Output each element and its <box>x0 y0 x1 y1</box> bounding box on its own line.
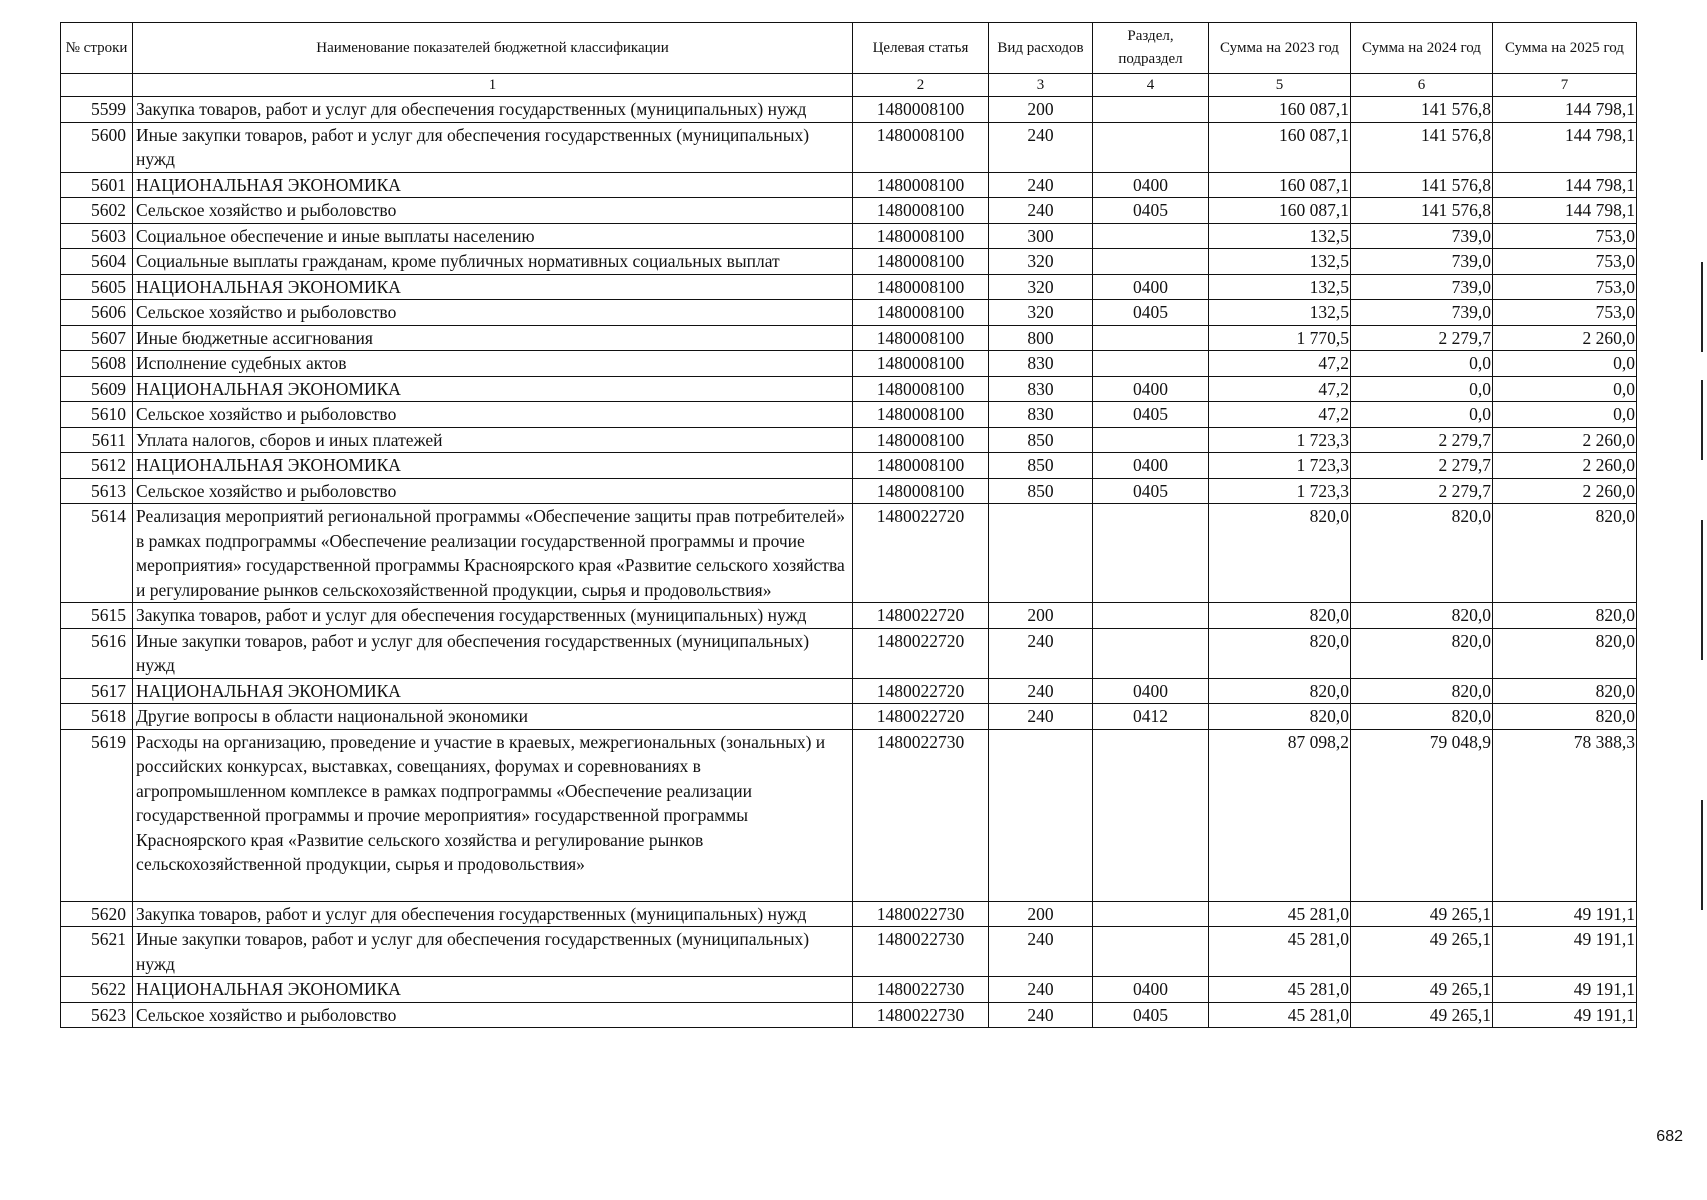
indicator-name: Реализация мероприятий региональной программы «Обеспечение защиты прав потребителей» в рамках подпрограммы «Обеспечение реализации государственной программы и прочие мероприятия» государственной программы Красноярского края «Развитие сельского хозяйства и регулирование рынков сельскохозяйственной продукции, сырья и продовольствия» <box>133 504 853 603</box>
expense-kind: 830 <box>989 376 1093 402</box>
expense-kind: 200 <box>989 901 1093 927</box>
table-row <box>61 977 1637 1003</box>
sum-2025: 0,0 <box>1493 376 1637 402</box>
section-code <box>1093 628 1209 678</box>
table-row <box>61 478 1637 504</box>
sum-2023: 1 770,5 <box>1209 325 1351 351</box>
sum-2023: 1 723,3 <box>1209 427 1351 453</box>
expense-kind: 800 <box>989 325 1093 351</box>
sum-2024: 141 576,8 <box>1351 122 1493 172</box>
sum-2023: 820,0 <box>1209 704 1351 730</box>
target-article: 1480008100 <box>853 402 989 428</box>
row-number: 5619 <box>61 729 133 901</box>
row-number: 5620 <box>61 901 133 927</box>
header-section: Раздел, подраздел <box>1093 23 1209 74</box>
table-row <box>61 704 1637 730</box>
section-code: 0405 <box>1093 198 1209 224</box>
expense-kind: 200 <box>989 97 1093 123</box>
table-row <box>61 274 1637 300</box>
expense-kind: 320 <box>989 300 1093 326</box>
section-code: 0400 <box>1093 376 1209 402</box>
sum-2025: 78 388,3 <box>1493 729 1637 901</box>
row-number: 5600 <box>61 122 133 172</box>
indicator-name: НАЦИОНАЛЬНАЯ ЭКОНОМИКА <box>133 453 853 479</box>
target-article: 1480008100 <box>853 300 989 326</box>
indicator-name: Закупка товаров, работ и услуг для обеспечения государственных (муниципальных) нужд <box>133 97 853 123</box>
target-article: 1480022720 <box>853 704 989 730</box>
column-number: 2 <box>853 74 989 97</box>
target-article: 1480022730 <box>853 729 989 901</box>
column-number: 3 <box>989 74 1093 97</box>
sum-2025: 0,0 <box>1493 351 1637 377</box>
table-row <box>61 678 1637 704</box>
expense-kind: 850 <box>989 453 1093 479</box>
section-code <box>1093 351 1209 377</box>
sum-2024: 0,0 <box>1351 402 1493 428</box>
sum-2024: 79 048,9 <box>1351 729 1493 901</box>
header-row-number: № строки <box>61 23 133 74</box>
indicator-name: НАЦИОНАЛЬНАЯ ЭКОНОМИКА <box>133 376 853 402</box>
sum-2024: 141 576,8 <box>1351 198 1493 224</box>
table-row <box>61 198 1637 224</box>
sum-2024: 820,0 <box>1351 603 1493 629</box>
expense-kind: 830 <box>989 402 1093 428</box>
target-article: 1480022720 <box>853 603 989 629</box>
budget-table <box>60 22 1637 1028</box>
sum-2025: 49 191,1 <box>1493 1002 1637 1028</box>
sum-2025: 2 260,0 <box>1493 453 1637 479</box>
section-code: 0400 <box>1093 977 1209 1003</box>
sum-2024: 2 279,7 <box>1351 427 1493 453</box>
sum-2024: 49 265,1 <box>1351 901 1493 927</box>
table-row <box>61 351 1637 377</box>
sum-2024: 739,0 <box>1351 249 1493 275</box>
table-row <box>61 427 1637 453</box>
sum-2024: 820,0 <box>1351 628 1493 678</box>
target-article: 1480022730 <box>853 1002 989 1028</box>
row-number: 5617 <box>61 678 133 704</box>
scan-edge-mark <box>1701 800 1703 910</box>
indicator-name: Уплата налогов, сборов и иных платежей <box>133 427 853 453</box>
target-article: 1480008100 <box>853 223 989 249</box>
sum-2023: 47,2 <box>1209 351 1351 377</box>
column-number: 5 <box>1209 74 1351 97</box>
row-number: 5606 <box>61 300 133 326</box>
row-number: 5610 <box>61 402 133 428</box>
row-number: 5599 <box>61 97 133 123</box>
section-code: 0412 <box>1093 704 1209 730</box>
expense-kind: 850 <box>989 427 1093 453</box>
table-row <box>61 453 1637 479</box>
row-number: 5608 <box>61 351 133 377</box>
sum-2024: 0,0 <box>1351 376 1493 402</box>
indicator-name: НАЦИОНАЛЬНАЯ ЭКОНОМИКА <box>133 172 853 198</box>
row-number: 5605 <box>61 274 133 300</box>
sum-2023: 132,5 <box>1209 249 1351 275</box>
indicator-name: Закупка товаров, работ и услуг для обеспечения государственных (муниципальных) нужд <box>133 901 853 927</box>
target-article: 1480022720 <box>853 628 989 678</box>
expense-kind: 240 <box>989 122 1093 172</box>
sum-2024: 739,0 <box>1351 223 1493 249</box>
sum-2024: 2 279,7 <box>1351 325 1493 351</box>
budget-table-page <box>60 22 1637 1028</box>
sum-2025: 820,0 <box>1493 678 1637 704</box>
indicator-name: Иные закупки товаров, работ и услуг для обеспечения государственных (муниципальных) нужд <box>133 122 853 172</box>
target-article: 1480022730 <box>853 901 989 927</box>
target-article: 1480022730 <box>853 927 989 977</box>
sum-2024: 820,0 <box>1351 704 1493 730</box>
indicator-name: Сельское хозяйство и рыболовство <box>133 478 853 504</box>
sum-2023: 820,0 <box>1209 628 1351 678</box>
sum-2023: 1 723,3 <box>1209 478 1351 504</box>
sum-2023: 45 281,0 <box>1209 927 1351 977</box>
sum-2023: 132,5 <box>1209 300 1351 326</box>
expense-kind: 240 <box>989 704 1093 730</box>
sum-2025: 2 260,0 <box>1493 427 1637 453</box>
sum-2023: 820,0 <box>1209 678 1351 704</box>
row-number: 5623 <box>61 1002 133 1028</box>
section-code <box>1093 927 1209 977</box>
column-number: 6 <box>1351 74 1493 97</box>
sum-2023: 87 098,2 <box>1209 729 1351 901</box>
header-target: Целевая статья <box>853 23 989 74</box>
table-row <box>61 729 1637 901</box>
sum-2025: 820,0 <box>1493 704 1637 730</box>
target-article: 1480008100 <box>853 376 989 402</box>
target-article: 1480008100 <box>853 453 989 479</box>
sum-2023: 45 281,0 <box>1209 1002 1351 1028</box>
indicator-name: Социальное обеспечение и иные выплаты населению <box>133 223 853 249</box>
table-row <box>61 122 1637 172</box>
section-code <box>1093 504 1209 603</box>
indicator-name: Иные закупки товаров, работ и услуг для обеспечения государственных (муниципальных) нужд <box>133 628 853 678</box>
section-code: 0400 <box>1093 678 1209 704</box>
sum-2023: 820,0 <box>1209 603 1351 629</box>
sum-2025: 2 260,0 <box>1493 478 1637 504</box>
indicator-name: Расходы на организацию, проведение и участие в краевых, межрегиональных (зональных) и российских конкурсах, выставках, совещаниях, форумах и соревнованиях в агропромышленном комплексе в рамках подпрограммы «Обеспечение реализации государственной программы и прочие мероприятия» государственной программы Красноярского края «Развитие сельского хозяйства и регулирование рынков сельскохозяйственной продукции, сырья и продовольствия» <box>133 729 853 901</box>
section-code <box>1093 603 1209 629</box>
sum-2025: 753,0 <box>1493 223 1637 249</box>
row-number: 5616 <box>61 628 133 678</box>
indicator-name: Иные закупки товаров, работ и услуг для обеспечения государственных (муниципальных) нужд <box>133 927 853 977</box>
expense-kind <box>989 504 1093 603</box>
expense-kind: 240 <box>989 678 1093 704</box>
expense-kind: 320 <box>989 249 1093 275</box>
header-sum-2025: Сумма на 2025 год <box>1493 23 1637 74</box>
column-number: 1 <box>133 74 853 97</box>
sum-2024: 49 265,1 <box>1351 1002 1493 1028</box>
expense-kind: 320 <box>989 274 1093 300</box>
expense-kind: 240 <box>989 927 1093 977</box>
row-number: 5601 <box>61 172 133 198</box>
row-number: 5611 <box>61 427 133 453</box>
indicator-name: НАЦИОНАЛЬНАЯ ЭКОНОМИКА <box>133 977 853 1003</box>
sum-2024: 739,0 <box>1351 274 1493 300</box>
target-article: 1480008100 <box>853 427 989 453</box>
row-number: 5615 <box>61 603 133 629</box>
sum-2023: 47,2 <box>1209 402 1351 428</box>
sum-2025: 820,0 <box>1493 504 1637 603</box>
indicator-name: Иные бюджетные ассигнования <box>133 325 853 351</box>
expense-kind: 200 <box>989 603 1093 629</box>
section-code <box>1093 249 1209 275</box>
row-number: 5618 <box>61 704 133 730</box>
row-number: 5602 <box>61 198 133 224</box>
scan-edge-mark <box>1701 380 1703 460</box>
sum-2024: 820,0 <box>1351 504 1493 603</box>
sum-2023: 45 281,0 <box>1209 901 1351 927</box>
header-name: Наименование показателей бюджетной классификации <box>133 23 853 74</box>
table-row <box>61 97 1637 123</box>
row-number: 5607 <box>61 325 133 351</box>
section-code: 0405 <box>1093 478 1209 504</box>
expense-kind: 240 <box>989 1002 1093 1028</box>
sum-2024: 49 265,1 <box>1351 927 1493 977</box>
section-code <box>1093 122 1209 172</box>
target-article: 1480008100 <box>853 97 989 123</box>
sum-2025: 49 191,1 <box>1493 901 1637 927</box>
section-code: 0400 <box>1093 453 1209 479</box>
section-code <box>1093 427 1209 453</box>
sum-2025: 0,0 <box>1493 402 1637 428</box>
sum-2025: 144 798,1 <box>1493 198 1637 224</box>
section-code: 0405 <box>1093 402 1209 428</box>
indicator-name: Социальные выплаты гражданам, кроме публичных нормативных социальных выплат <box>133 249 853 275</box>
sum-2023: 160 087,1 <box>1209 97 1351 123</box>
sum-2024: 820,0 <box>1351 678 1493 704</box>
indicator-name: Сельское хозяйство и рыболовство <box>133 1002 853 1028</box>
target-article: 1480008100 <box>853 478 989 504</box>
sum-2023: 160 087,1 <box>1209 198 1351 224</box>
header-kind: Вид расходов <box>989 23 1093 74</box>
sum-2025: 753,0 <box>1493 274 1637 300</box>
sum-2024: 141 576,8 <box>1351 172 1493 198</box>
sum-2025: 144 798,1 <box>1493 122 1637 172</box>
section-code: 0400 <box>1093 172 1209 198</box>
column-number <box>61 74 133 97</box>
sum-2023: 160 087,1 <box>1209 172 1351 198</box>
section-code: 0405 <box>1093 1002 1209 1028</box>
row-number: 5612 <box>61 453 133 479</box>
table-row <box>61 325 1637 351</box>
indicator-name: НАЦИОНАЛЬНАЯ ЭКОНОМИКА <box>133 274 853 300</box>
sum-2024: 2 279,7 <box>1351 478 1493 504</box>
indicator-name: Закупка товаров, работ и услуг для обеспечения государственных (муниципальных) нужд <box>133 603 853 629</box>
header-sum-2024: Сумма на 2024 год <box>1351 23 1493 74</box>
scan-edge-mark <box>1701 520 1703 660</box>
target-article: 1480008100 <box>853 249 989 275</box>
row-number: 5614 <box>61 504 133 603</box>
sum-2025: 753,0 <box>1493 300 1637 326</box>
target-article: 1480008100 <box>853 122 989 172</box>
section-code <box>1093 223 1209 249</box>
row-number: 5622 <box>61 977 133 1003</box>
table-row <box>61 1002 1637 1028</box>
indicator-name: НАЦИОНАЛЬНАЯ ЭКОНОМИКА <box>133 678 853 704</box>
sum-2023: 1 723,3 <box>1209 453 1351 479</box>
section-code <box>1093 97 1209 123</box>
target-article: 1480022730 <box>853 977 989 1003</box>
sum-2025: 49 191,1 <box>1493 977 1637 1003</box>
sum-2024: 739,0 <box>1351 300 1493 326</box>
table-row <box>61 172 1637 198</box>
table-row <box>61 249 1637 275</box>
table-row <box>61 504 1637 603</box>
column-number: 4 <box>1093 74 1209 97</box>
table-row <box>61 901 1637 927</box>
target-article: 1480008100 <box>853 172 989 198</box>
section-code: 0400 <box>1093 274 1209 300</box>
sum-2023: 820,0 <box>1209 504 1351 603</box>
sum-2025: 144 798,1 <box>1493 97 1637 123</box>
sum-2024: 49 265,1 <box>1351 977 1493 1003</box>
sum-2025: 144 798,1 <box>1493 172 1637 198</box>
indicator-name: Сельское хозяйство и рыболовство <box>133 402 853 428</box>
section-code <box>1093 325 1209 351</box>
expense-kind: 850 <box>989 478 1093 504</box>
sum-2023: 160 087,1 <box>1209 122 1351 172</box>
table-row <box>61 927 1637 977</box>
section-code: 0405 <box>1093 300 1209 326</box>
expense-kind: 240 <box>989 977 1093 1003</box>
table-row <box>61 628 1637 678</box>
expense-kind <box>989 729 1093 901</box>
sum-2023: 132,5 <box>1209 274 1351 300</box>
indicator-name: Исполнение судебных актов <box>133 351 853 377</box>
target-article: 1480008100 <box>853 198 989 224</box>
expense-kind: 830 <box>989 351 1093 377</box>
table-row <box>61 376 1637 402</box>
header-sum-2023: Сумма на 2023 год <box>1209 23 1351 74</box>
row-number: 5603 <box>61 223 133 249</box>
section-code <box>1093 901 1209 927</box>
sum-2025: 820,0 <box>1493 603 1637 629</box>
page-number: 682 <box>1656 1128 1683 1145</box>
column-number: 7 <box>1493 74 1637 97</box>
sum-2025: 2 260,0 <box>1493 325 1637 351</box>
target-article: 1480008100 <box>853 274 989 300</box>
section-code <box>1093 729 1209 901</box>
table-row <box>61 402 1637 428</box>
table-row <box>61 223 1637 249</box>
sum-2024: 141 576,8 <box>1351 97 1493 123</box>
row-number: 5613 <box>61 478 133 504</box>
sum-2024: 2 279,7 <box>1351 453 1493 479</box>
sum-2025: 753,0 <box>1493 249 1637 275</box>
row-number: 5604 <box>61 249 133 275</box>
sum-2024: 0,0 <box>1351 351 1493 377</box>
sum-2023: 47,2 <box>1209 376 1351 402</box>
expense-kind: 300 <box>989 223 1093 249</box>
scan-edge-mark <box>1701 262 1703 352</box>
target-article: 1480022720 <box>853 678 989 704</box>
target-article: 1480008100 <box>853 351 989 377</box>
target-article: 1480008100 <box>853 325 989 351</box>
target-article: 1480022720 <box>853 504 989 603</box>
sum-2023: 132,5 <box>1209 223 1351 249</box>
indicator-name: Другие вопросы в области национальной экономики <box>133 704 853 730</box>
expense-kind: 240 <box>989 198 1093 224</box>
table-row <box>61 300 1637 326</box>
row-number: 5609 <box>61 376 133 402</box>
expense-kind: 240 <box>989 172 1093 198</box>
row-number: 5621 <box>61 927 133 977</box>
indicator-name: Сельское хозяйство и рыболовство <box>133 198 853 224</box>
table-row <box>61 603 1637 629</box>
column-number-row <box>61 74 1637 97</box>
header-row <box>61 23 1637 74</box>
sum-2025: 49 191,1 <box>1493 927 1637 977</box>
sum-2025: 820,0 <box>1493 628 1637 678</box>
expense-kind: 240 <box>989 628 1093 678</box>
sum-2023: 45 281,0 <box>1209 977 1351 1003</box>
indicator-name: Сельское хозяйство и рыболовство <box>133 300 853 326</box>
